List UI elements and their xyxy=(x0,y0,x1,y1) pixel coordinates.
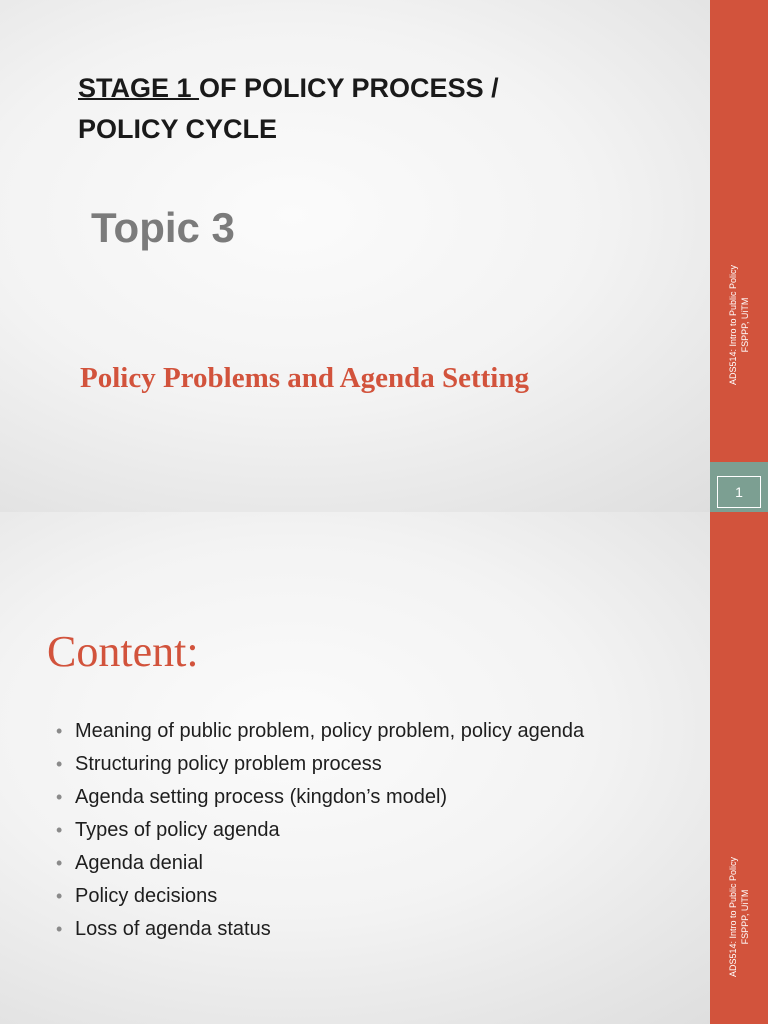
list-item-text: Structuring policy problem process xyxy=(75,753,382,775)
list-item-text: Loss of agenda status xyxy=(75,918,271,940)
stage-title xyxy=(78,68,678,150)
stage-title-underlined: STAGE 1 xyxy=(78,73,200,103)
bullet-dot-icon: • xyxy=(56,919,63,939)
side-footer xyxy=(710,822,768,1012)
list-item xyxy=(56,814,584,847)
list-item xyxy=(56,880,584,913)
bullet-dot-icon: • xyxy=(56,787,63,807)
list-item xyxy=(56,748,584,781)
list-item xyxy=(56,847,584,880)
footer-line-2: FSPPP, UiTM xyxy=(740,889,750,945)
footer-text xyxy=(727,265,751,385)
content-heading: Content: xyxy=(47,627,199,676)
list-item xyxy=(56,913,584,946)
list-item-text: Policy decisions xyxy=(75,885,218,907)
list-item-text: Meaning of public problem, policy problem, policy agenda xyxy=(75,720,585,742)
footer-line-1: ADS514: Intro to Public Policy xyxy=(728,856,738,978)
footer-line-1: ADS514: Intro to Public Policy xyxy=(728,264,738,386)
content-list xyxy=(56,715,584,946)
slide-subtitle: Policy Problems and Agenda Setting xyxy=(80,362,529,394)
list-item xyxy=(56,781,584,814)
slide-number: 1 xyxy=(717,476,761,508)
stage-title-line2: POLICY CYCLE xyxy=(78,114,278,144)
bullet-dot-icon: • xyxy=(56,820,63,840)
topic-heading: Topic 3 xyxy=(91,204,235,251)
footer-text xyxy=(727,857,751,977)
list-item xyxy=(56,715,584,748)
side-footer xyxy=(710,230,768,420)
bullet-dot-icon: • xyxy=(56,853,63,873)
footer-line-2: FSPPP, UiTM xyxy=(740,297,750,353)
bullet-dot-icon: • xyxy=(56,886,63,906)
list-item-text: Agenda setting process (kingdon’s model) xyxy=(75,786,448,808)
slide-content xyxy=(0,512,768,1024)
bullet-dot-icon: • xyxy=(56,721,63,741)
stage-title-rest: OF POLICY PROCESS / xyxy=(199,73,499,103)
list-item-text: Types of policy agenda xyxy=(75,819,280,841)
list-item-text: Agenda denial xyxy=(75,852,203,874)
bullet-dot-icon: • xyxy=(56,754,63,774)
